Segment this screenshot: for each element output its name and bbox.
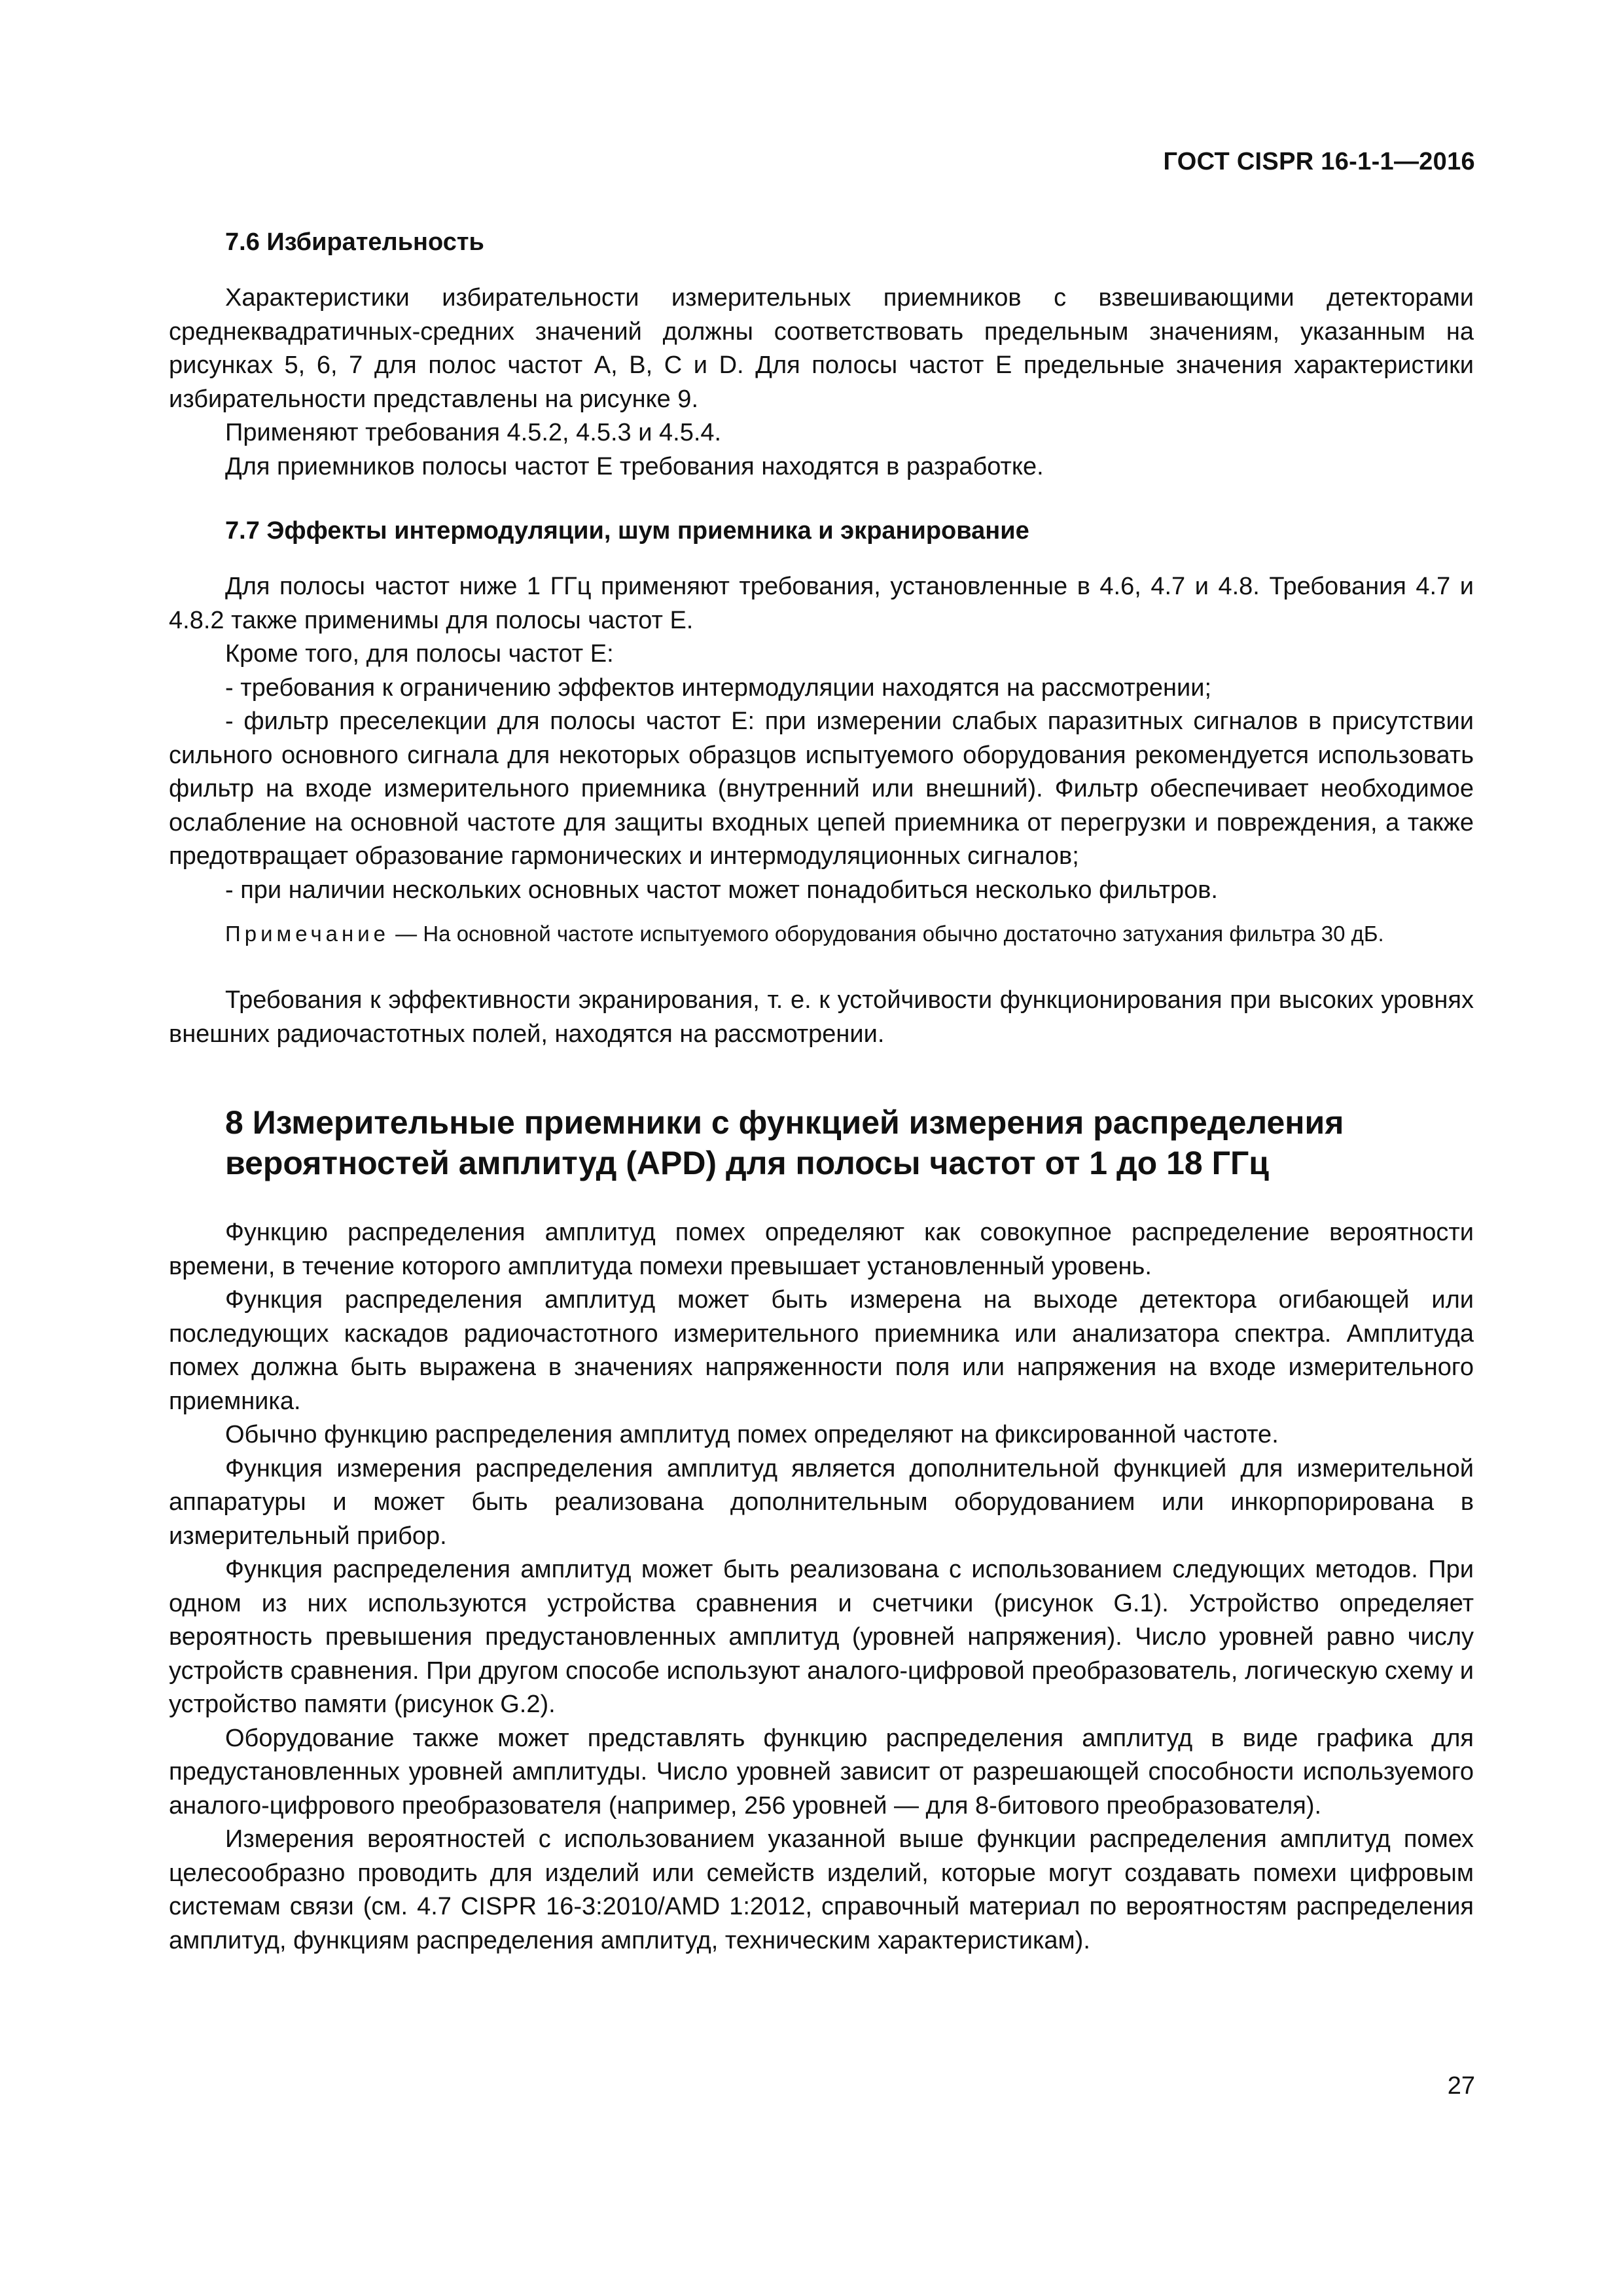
paragraph: Кроме того, для полосы частот Е: [225,640,614,668]
note-label: Примечание [225,922,390,946]
note [169,918,1474,950]
section-8-title: 8 Измерительные приемники с функцией измерения распределения вероятностей амплитуд (APD) для полосы частот от 1 до 18 ГГц [225,1104,1344,1181]
paragraph: Для приемников полосы частот Е требования находятся в разработке. [225,452,1044,480]
paragraph: Для полосы частот ниже 1 ГГц применяют требования, установленные в 4.6, 4.7 и 4.8. Требования 4.7 и 4.8.2 также применимы для полосы частот Е. [169,573,1474,634]
paragraph: Функцию распределения амплитуд помех определяют как совокупное распределение вероятности времени, в течение которого амплитуда помехи превышает установленный уровень. [169,1219,1474,1280]
document-body [169,225,1474,1958]
list-item: - при наличии нескольких основных частот может понадобиться несколько фильтров. [225,876,1218,904]
section-7-7-title: 7.7 Эффекты интермодуляции, шум приемника и экранирование [225,517,1029,545]
paragraph: Функция измерения распределения амплитуд является дополнительной функцией для измерительной аппаратуры и может быть реализована дополнительным оборудованием или инкорпорирована в измерительный прибор. [169,1454,1474,1550]
document-header: ГОСТ CISPR 16-1-1—2016 [1163,148,1475,175]
page-number: 27 [1447,2072,1475,2100]
paragraph: Функция распределения амплитуд может быть реализована с использованием следующих методов. При одном из них используются устройства сравнения и счетчики (рисунок G.1). Устройство определяет вероятность превышения предустановленных амплитуд (уровней напряжения). Число уровней равно числу устройств сравнения. При другом способе используют аналого-цифровой преобразователь, логическую схему и устройство памяти (рисунок G.2). [169,1556,1474,1718]
paragraph: Обычно функцию распределения амплитуд помех определяют на фиксированной частоте. [225,1421,1279,1448]
paragraph: Характеристики избирательности измерительных приемников с взвешивающими детекторами среднеквадратичных-средних значений должны соответствовать предельным значениям, указанным на рисунках 5, 6, 7 для полос частот А, В, С и D. Для полосы частот Е предельные значения характеристики избирательности представлены на рисунке 9. [169,284,1474,413]
paragraph: Измерения вероятностей с использованием указанной выше функции распределения амплитуд помех целесообразно проводить для изделий или семейств изделий, которые могут создавать помехи цифровым системам связи (см. 4.7 CISPR 16-3:2010/AMD 1:2012, справочный материал по вероятностям распределения амплитуд, функциям распределения амплитуд, техническим характеристикам). [169,1825,1474,1954]
paragraph: Требования к эффективности экранирования, т. е. к устойчивости функционирования при высоких уровнях внешних радиочастотных полей, находятся на рассмотрении. [169,986,1474,1048]
paragraph: Функция распределения амплитуд может быть измерена на выходе детектора огибающей или последующих каскадов радиочастотного измерительного приемника или анализатора спектра. Амплитуда помех должна быть выражена в значениях напряженности поля или напряжения на входе измерительного приемника. [169,1286,1474,1415]
paragraph: Применяют требования 4.5.2, 4.5.3 и 4.5.4. [225,419,722,446]
paragraph: Оборудование также может представлять функцию распределения амплитуд в виде графика для предустановленных уровней амплитуды. Число уровней зависит от разрешающей способности используемого аналого-цифрового преобразователя (например, 256 уровней — для 8-битового преобразователя). [169,1724,1474,1820]
note-text: — На основной частоте испытуемого оборудования обычно достаточно затухания фильтра 30 дБ. [389,922,1384,946]
list-item: - фильтр преселекции для полосы частот Е: при измерении слабых паразитных сигналов в присутствии сильного основного сигнала для некоторых образцов испытуемого оборудования рекомендуется использовать фильтр на входе измерительного приемника (внутренний или внешний). Фильтр обеспечивает необходимое ослабление на основной частоте для защиты входных цепей приемника от перегрузки и повреждения, а также предотвращает образование гармонических и интермодуляционных сигналов; [169,708,1474,870]
section-7-6-title: 7.6 Избирательность [225,228,484,256]
list-item: - требования к ограничению эффектов интермодуляции находятся на рассмотрении; [225,673,1212,702]
